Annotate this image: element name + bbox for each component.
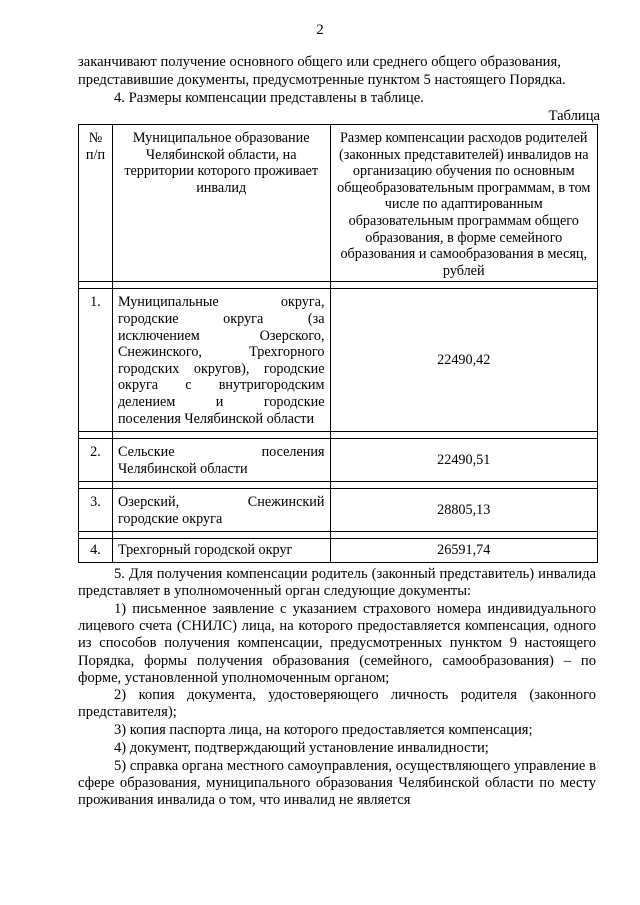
row-municipality: [112, 439, 330, 482]
item-4-text: 4. Размеры компенсации представлены в таблице.: [114, 90, 424, 106]
header-municipality: Муниципальное образование Челябинской области, на территории которого проживает инвалид: [112, 125, 330, 282]
paragraph-5-2: 2) копия документа, удостоверяющего личность родителя (законного представителя);: [78, 687, 596, 721]
table-spacer: [79, 282, 598, 289]
intro-line-1: заканчивают получение основного общего или среднего общего образования,: [78, 54, 561, 70]
table-row: [79, 539, 598, 563]
intro-line-2: представившие документы, предусмотренные пунктом 5 настоящего Порядка.: [78, 72, 566, 88]
paragraph-5: 5. Для получения компенсации родитель (законный представитель) инвалида представляет в уполномоченный орган следующие документы:: [78, 566, 596, 600]
name-line: Челябинской области: [117, 460, 248, 477]
paragraph-5-1: 1) письменное заявление с указанием страхового номера индивидуального лицевого счета (СНИЛС) лица, на которого предоставляется компенсация, одного из способов получения компенсации, предусмотренных пунктом 9 настоящего Порядка, формы получения образования (семейного, самообразования) – по форме, установленной уполномоченным органом;: [78, 601, 596, 686]
header-num: № п/п: [79, 125, 113, 282]
row-num: 2.: [79, 439, 113, 482]
table-row: [79, 439, 598, 482]
name-line: округа с внутригородским: [117, 377, 325, 394]
name-line: Трехгорный городской округ: [117, 542, 293, 559]
name-line: исключением Озерского,: [117, 327, 325, 344]
name-line: Сельские поселения: [117, 444, 325, 461]
paragraph-5-3: 3) копия паспорта лица, на которого предоставляется компенсация;: [114, 722, 533, 738]
header-amount: Размер компенсации расходов родителей (законных представителей) инвалидов на организацию обучения по основным общеобразовательным программам, в том числе по адаптированным образовательным программам общего образования, в форме семейного образования и самообразования в месяц, рублей: [330, 125, 598, 282]
row-amount: 28805,13: [330, 489, 598, 532]
name-line: Муниципальные округа,: [117, 294, 325, 311]
row-amount: 22490,51: [330, 439, 598, 482]
row-municipality: [112, 539, 330, 563]
name-line: делением и городские: [117, 393, 325, 410]
table-spacer: [79, 532, 598, 539]
compensation-table: [78, 124, 598, 563]
name-line: Озерский, Снежинский: [117, 494, 325, 511]
row-num: 1.: [79, 289, 113, 432]
table-label: Таблица: [548, 108, 600, 124]
name-line: городские округа (за: [117, 310, 325, 327]
name-line: городские округа: [117, 510, 223, 527]
table-row: [79, 289, 598, 432]
paragraph-5-5: 5) справка органа местного самоуправления, осуществляющего управление в сфере образования, муниципального образования Челябинской области по месту проживания инвалида о том, что инвалид не является: [78, 758, 596, 809]
table-header-row: [79, 125, 598, 282]
row-municipality: [112, 489, 330, 532]
name-line: поселения Челябинской области: [117, 410, 315, 427]
row-amount: 26591,74: [330, 539, 598, 563]
name-line: городских округов), городские: [117, 360, 325, 377]
row-num: 4.: [79, 539, 113, 563]
row-municipality: [112, 289, 330, 432]
row-amount: 22490,42: [330, 289, 598, 432]
table-row: [79, 489, 598, 532]
row-num: 3.: [79, 489, 113, 532]
table-spacer: [79, 482, 598, 489]
name-line: Снежинского, Трехгорного: [117, 344, 325, 361]
paragraph-5-4: 4) документ, подтверждающий установление инвалидности;: [114, 740, 489, 756]
page-number: 2: [316, 22, 324, 38]
table-spacer: [79, 432, 598, 439]
